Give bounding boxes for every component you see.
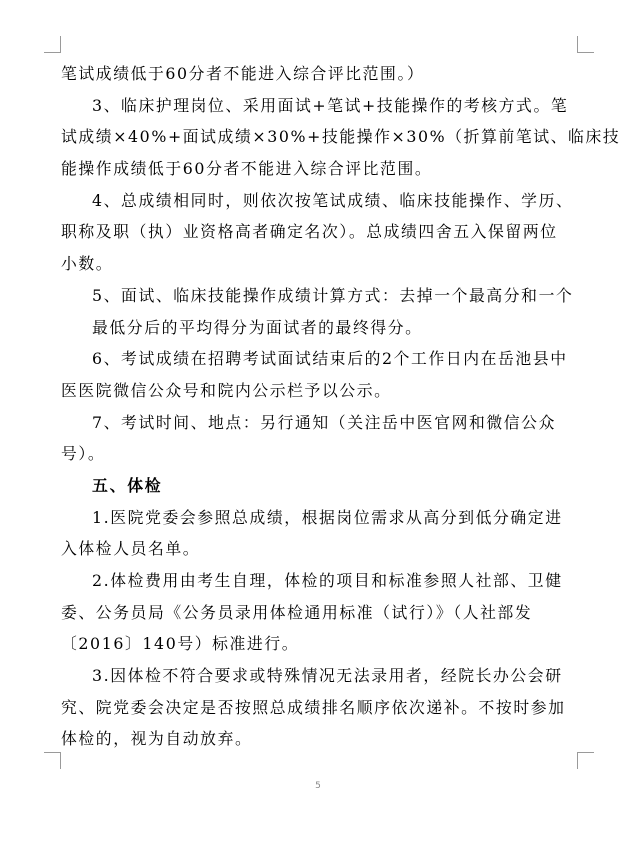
- text-line: 入体检人员名单。: [61, 539, 201, 559]
- text-line: 委、公务员局《公务员录用体检通用标准（试行）》（人社部发: [61, 602, 533, 622]
- text-line: 3、临床护理岗位、采用面试+笔试+技能操作的考核方式。笔: [92, 95, 569, 115]
- text-line: 小数。: [61, 254, 114, 274]
- text-line: 体检的，视为自动放弃。: [61, 729, 253, 749]
- crop-mark-bottom-right: [577, 752, 594, 769]
- text-line: 7、考试时间、地点：另行通知（关注岳中医官网和微信公众: [92, 412, 556, 432]
- text-line: 最低分后的平均得分为面试者的最终得分。: [92, 317, 423, 337]
- text-line: 试成绩×40%+面试成绩×30%+技能操作×30%（折算前笔试、临床技: [61, 127, 621, 147]
- text-line: 笔试成绩低于60分者不能进入综合评比范围。）: [61, 64, 425, 83]
- crop-mark-top-right: [577, 36, 594, 53]
- text-line: 2.体检费用由考生自理，体检的项目和标准参照人社部、卫健: [92, 571, 563, 590]
- document-body: [61, 58, 621, 755]
- text-line: 职称及职（执）业资格高者确定名次）。总成绩四舍五入保留两位: [61, 222, 558, 242]
- text-line: 3.因体检不符合要求或特殊情况无法录用者，经院长办公会研: [92, 666, 563, 686]
- text-line: 1.医院党委会参照总成绩，根据岗位需求从高分到低分确定进: [92, 507, 563, 527]
- text-line: 4、总成绩相同时，则依次按笔试成绩、临床技能操作、学历、: [92, 190, 574, 210]
- text-line: 号）。: [61, 444, 106, 464]
- section-heading: 五、体检: [92, 475, 163, 495]
- text-line: 5、面试、临床技能操作成绩计算方式：去掉一个最高分和一个: [92, 285, 574, 305]
- text-line: 医医院微信公众号和院内公示栏予以公示。: [61, 380, 392, 400]
- page-number: 5: [315, 781, 321, 791]
- text-line: 6、考试成绩在招聘考试面试结束后的2个工作日内在岳池县中: [92, 349, 568, 369]
- crop-mark-top-left: [44, 36, 61, 53]
- text-line: 〔2016〕140号）标准进行。: [61, 634, 300, 654]
- text-line: 究、院党委会决定是否按照总成绩排名顺序依次递补。不按时参加: [61, 697, 566, 717]
- text-line: 能操作成绩低于60分者不能进入综合评比范围。: [61, 159, 433, 179]
- crop-mark-bottom-left: [44, 752, 61, 769]
